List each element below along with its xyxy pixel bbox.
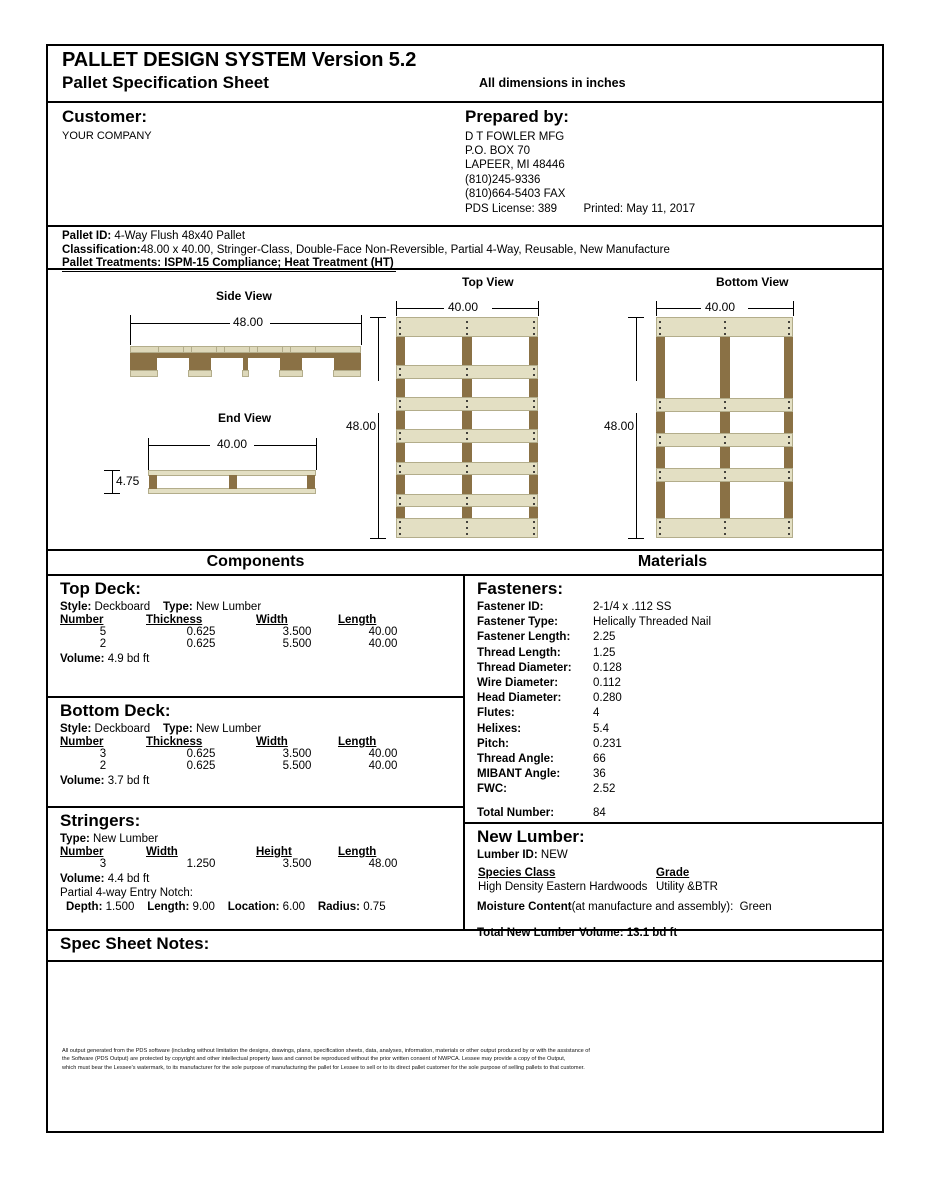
end-view-dim-text: 40.00 bbox=[217, 437, 248, 451]
bottom-deck-volume-label: Volume: bbox=[60, 775, 105, 787]
col-length: Length bbox=[338, 736, 377, 748]
cell-thickness: 0.625 bbox=[186, 760, 216, 772]
side-view-bottom-deck bbox=[279, 370, 303, 377]
fastener-row bbox=[477, 752, 882, 767]
prepared-by-line: P.O. BOX 70 bbox=[465, 145, 530, 158]
col-length: Length bbox=[338, 614, 377, 626]
top-view-deckboard bbox=[396, 494, 538, 507]
fastener-label: MIBANT Angle: bbox=[477, 768, 561, 781]
fastener-value: 36 bbox=[593, 768, 606, 781]
fastener-row bbox=[477, 706, 882, 721]
bottom-view-length-dim-lower bbox=[636, 413, 637, 538]
prepared-by-line: (810)245-9336 bbox=[465, 173, 541, 186]
col-thickness: Thickness bbox=[146, 736, 203, 748]
col-species-class: Species Class bbox=[478, 867, 556, 879]
printed-label: Printed: bbox=[583, 203, 624, 216]
side-view-bottom-deck bbox=[188, 370, 212, 377]
end-view-dim-line-left bbox=[148, 445, 210, 446]
table-row bbox=[60, 858, 428, 870]
end-view-height-tick-top bbox=[104, 470, 120, 471]
top-view-gap bbox=[472, 443, 529, 462]
fastener-label: Wire Diameter: bbox=[477, 677, 559, 690]
fastener-row bbox=[477, 661, 882, 676]
fastener-value: 2.25 bbox=[593, 631, 616, 644]
top-deck-style-row bbox=[60, 600, 463, 614]
top-view-dim-tick-right bbox=[538, 301, 539, 316]
fastener-label: Head Diameter: bbox=[477, 692, 562, 705]
cell-number: 2 bbox=[99, 760, 107, 772]
top-view-length-dim-upper bbox=[378, 317, 379, 381]
bottom-view-gap bbox=[730, 413, 784, 433]
stringers-volume-row bbox=[60, 872, 463, 886]
side-view-bottom-deck bbox=[130, 370, 158, 377]
notch-depth-label: Depth: bbox=[66, 901, 103, 913]
end-view-stringer-center bbox=[229, 475, 237, 489]
license-row bbox=[465, 202, 695, 216]
bottom-view-dim-tick-left bbox=[656, 301, 657, 316]
printed-value: May 11, 2017 bbox=[626, 203, 696, 216]
fastener-total-value: 84 bbox=[593, 806, 606, 819]
top-view-gap bbox=[472, 475, 529, 494]
stringers-volume-label: Volume: bbox=[60, 873, 105, 885]
fastener-row bbox=[477, 722, 882, 737]
bottom-deck-type-label: Type: bbox=[162, 723, 193, 735]
col-width: Width bbox=[256, 614, 288, 626]
spec-sheet bbox=[46, 44, 884, 1133]
stringers-type-value: New Lumber bbox=[93, 833, 159, 845]
bottom-view-width-text: 40.00 bbox=[705, 300, 736, 314]
top-deck-table bbox=[60, 614, 428, 650]
legal-line: which must bear the Lessee's watermark, to its manufacturer for the sole purpose of manufacturing the pallet for Lessee to sell or to its direct pallet customer for the sole purpose of selling pallets to that customer. bbox=[62, 1064, 585, 1071]
col-number: Number bbox=[60, 736, 104, 748]
cell-species-class: High Density Eastern Hardwoods bbox=[478, 881, 648, 893]
col-width: Width bbox=[146, 846, 178, 858]
bottom-view-length-text: 48.00 bbox=[604, 419, 635, 433]
fastener-row bbox=[477, 600, 882, 615]
notch-location-value: 6.00 bbox=[282, 901, 306, 913]
fastener-row bbox=[477, 691, 882, 706]
fastener-label: Pitch: bbox=[477, 737, 509, 750]
system-title: PALLET DESIGN SYSTEM Version 5.2 bbox=[62, 49, 417, 71]
fastener-value: 4 bbox=[593, 707, 600, 720]
fastener-label: Thread Diameter: bbox=[477, 661, 572, 674]
fastener-total-label: Total Number: bbox=[477, 806, 555, 819]
stringers-heading: Stringers: bbox=[60, 811, 141, 830]
fastener-value: 0.128 bbox=[593, 661, 622, 674]
notch-location-label: Location: bbox=[227, 901, 280, 913]
prepared-by-line: LAPEER, MI 48446 bbox=[465, 159, 565, 172]
col-width: Width bbox=[256, 736, 288, 748]
bottom-view-stringer-right bbox=[784, 317, 793, 538]
stringers-volume-value: 4.4 bd ft bbox=[107, 873, 150, 885]
notes-heading: Spec Sheet Notes: bbox=[60, 934, 210, 953]
bottom-view-dim-tick-right bbox=[793, 301, 794, 316]
bottom-deck-style-label: Style: bbox=[60, 723, 92, 735]
fastener-value: 66 bbox=[593, 753, 606, 766]
classification-value: 48.00 x 40.00, Stringer-Class, Double-Face Non-Reversible, Partial 4-Way, Reusable, New Manufacture bbox=[140, 243, 670, 256]
drawings-band bbox=[48, 270, 882, 551]
cell-length: 40.00 bbox=[368, 748, 398, 760]
components-column bbox=[48, 576, 463, 934]
top-view-gap bbox=[405, 379, 462, 397]
table-header-row bbox=[60, 736, 428, 748]
total-volume-value: 13.1 bd ft bbox=[626, 927, 678, 939]
units-note: All dimensions in inches bbox=[479, 76, 626, 90]
pallet-id-row bbox=[62, 230, 882, 244]
new-lumber-table bbox=[477, 866, 719, 894]
bottom-view-gap bbox=[730, 448, 784, 468]
top-view-length-text: 48.00 bbox=[346, 419, 377, 433]
classification-row bbox=[62, 244, 882, 258]
bottom-deck-heading: Bottom Deck: bbox=[60, 701, 171, 720]
side-view-label: Side View bbox=[216, 289, 272, 303]
side-view-top-deck bbox=[290, 346, 316, 353]
cell-length: 40.00 bbox=[368, 760, 398, 772]
end-view-height-text: 4.75 bbox=[116, 474, 140, 488]
moisture-row bbox=[477, 900, 882, 914]
top-deck-style-label: Style: bbox=[60, 601, 92, 613]
top-view-length-tick-bottom bbox=[370, 538, 386, 539]
end-view-dim-line-right bbox=[254, 445, 316, 446]
prepared-by-block bbox=[465, 130, 695, 216]
fasteners-heading: Fasteners: bbox=[477, 579, 563, 598]
moisture-value: Green bbox=[739, 901, 772, 913]
fastener-value: 5.4 bbox=[593, 722, 609, 735]
fastener-label: Fastener Length: bbox=[477, 631, 571, 644]
top-view-length-dim-lower bbox=[378, 413, 379, 538]
cell-width: 5.500 bbox=[282, 760, 312, 772]
col-number: Number bbox=[60, 614, 104, 626]
side-view-notch bbox=[157, 358, 189, 372]
title-band bbox=[48, 46, 882, 103]
total-volume-label: Total New Lumber Volume: bbox=[477, 927, 624, 939]
col-grade: Grade bbox=[656, 867, 690, 879]
bottom-deck-table bbox=[60, 736, 428, 772]
col-height: Height bbox=[256, 846, 292, 858]
notch-radius-value: 0.75 bbox=[363, 901, 386, 913]
side-view-top-deck bbox=[158, 346, 184, 353]
top-view-assembly bbox=[396, 317, 538, 538]
top-view-gap bbox=[405, 443, 462, 462]
notes-divider bbox=[48, 960, 882, 962]
lumber-id-value: NEW bbox=[540, 849, 568, 861]
end-view-label: End View bbox=[218, 411, 272, 425]
cell-width: 3.500 bbox=[282, 626, 312, 638]
side-view-dim-line-left bbox=[130, 323, 230, 324]
top-view-dim-line-right bbox=[492, 308, 538, 309]
bottom-view-assembly bbox=[656, 317, 793, 538]
table-row bbox=[60, 760, 428, 772]
cell-thickness: 0.625 bbox=[186, 748, 216, 760]
license-value: 389 bbox=[537, 203, 558, 216]
col-number: Number bbox=[60, 846, 104, 858]
top-deck-type-value: New Lumber bbox=[195, 601, 262, 613]
fastener-value: 0.231 bbox=[593, 737, 622, 750]
fastener-label: Thread Angle: bbox=[477, 753, 554, 766]
side-view-notch bbox=[248, 358, 280, 372]
fastener-value: 0.112 bbox=[593, 677, 621, 690]
identification-band bbox=[48, 227, 882, 270]
new-lumber-heading: New Lumber: bbox=[477, 827, 585, 846]
bottom-deck-panel bbox=[48, 696, 463, 806]
top-view-width-text: 40.00 bbox=[448, 300, 479, 314]
section-header-row bbox=[48, 551, 882, 576]
party-band bbox=[48, 103, 882, 227]
col-length: Length bbox=[338, 846, 377, 858]
side-view-ext-left bbox=[130, 323, 131, 345]
fastener-row bbox=[477, 676, 882, 691]
top-view-length-tick-top bbox=[370, 317, 386, 318]
cell-thickness: 0.625 bbox=[186, 638, 216, 650]
pallet-id-label: Pallet ID: bbox=[62, 230, 112, 242]
fastener-label: FWC: bbox=[477, 783, 508, 796]
side-view-dim-line-right bbox=[270, 323, 362, 324]
cell-number: 3 bbox=[99, 858, 107, 870]
new-lumber-panel bbox=[465, 822, 882, 939]
bottom-view-gap bbox=[665, 343, 720, 398]
table-row bbox=[60, 626, 428, 638]
legal-disclaimer bbox=[62, 1047, 868, 1072]
legal-line: the Software (PDS Output) are protected by copyright and other intellectual property laws and cannot be reproduced without the prior written consent of NWPCA. Lessee may provide a copy of the Output, bbox=[62, 1056, 566, 1063]
stringers-panel bbox=[48, 806, 463, 934]
sheet-title: Pallet Specification Sheet bbox=[62, 73, 269, 92]
end-view-height-tick-bottom bbox=[104, 493, 120, 494]
bottom-view-length-dim-upper bbox=[636, 317, 637, 381]
bottom-deck-style-row bbox=[60, 722, 463, 736]
end-view-height-dim-line bbox=[112, 470, 113, 494]
bottom-view-gap bbox=[665, 483, 720, 519]
col-thickness: Thickness bbox=[146, 614, 203, 626]
top-view-gap bbox=[405, 475, 462, 494]
top-deck-volume-value: 4.9 bd ft bbox=[107, 653, 150, 665]
bottom-view-length-tick-top bbox=[628, 317, 644, 318]
table-header-row bbox=[60, 846, 428, 858]
cell-width: 1.250 bbox=[186, 858, 216, 870]
table-row bbox=[60, 638, 428, 650]
fastener-row bbox=[477, 782, 882, 797]
bottom-view-gap bbox=[730, 343, 784, 398]
notch-row bbox=[66, 900, 463, 914]
end-view-stringer-right bbox=[307, 475, 315, 489]
side-view-notch bbox=[302, 358, 334, 372]
bottom-deck-style-value: Deckboard bbox=[94, 723, 151, 735]
side-view-top-deck bbox=[257, 346, 283, 353]
materials-column bbox=[465, 576, 882, 939]
prepared-by-line: (810)664-5403 FAX bbox=[465, 187, 566, 200]
fastener-value: Helically Threaded Nail bbox=[593, 616, 712, 629]
fastener-total-row bbox=[477, 806, 882, 821]
fastener-label: Thread Length: bbox=[477, 646, 561, 659]
side-view-notch bbox=[211, 358, 243, 372]
classification-label: Classification: bbox=[62, 243, 141, 256]
cell-number: 5 bbox=[99, 626, 107, 638]
top-deck-panel bbox=[48, 579, 463, 696]
top-view-dim-tick-left bbox=[396, 301, 397, 316]
top-view-deckboard bbox=[396, 462, 538, 475]
side-view-bottom-deck bbox=[242, 370, 249, 377]
table-row bbox=[477, 880, 719, 894]
fastener-row bbox=[477, 646, 882, 661]
customer-name: YOUR COMPANY bbox=[62, 130, 152, 142]
legal-line: All output generated from the PDS software (including without limitation the designs, drawings, plans, specification sheets, data, analyses, information, materials or other output produced by or with the assistance of bbox=[62, 1048, 590, 1054]
cell-width: 5.500 bbox=[282, 638, 312, 650]
lumber-id-label: Lumber ID: bbox=[477, 849, 538, 861]
end-view-ext-right bbox=[316, 445, 317, 470]
cell-thickness: 0.625 bbox=[186, 626, 216, 638]
bottom-view-dim-line-left bbox=[656, 308, 701, 309]
table-row bbox=[60, 748, 428, 760]
fastener-label: Flutes: bbox=[477, 707, 515, 720]
fastener-label: Helixes: bbox=[477, 722, 522, 735]
top-deck-style-value: Deckboard bbox=[94, 601, 151, 613]
top-deck-heading: Top Deck: bbox=[60, 579, 141, 598]
notch-length-label: Length: bbox=[147, 901, 190, 913]
moisture-label: Moisture Content bbox=[477, 901, 572, 913]
notch-length-value: 9.00 bbox=[192, 901, 215, 913]
fastener-row bbox=[477, 767, 882, 782]
fastener-label: Fastener Type: bbox=[477, 616, 558, 629]
side-view-ext-right bbox=[361, 323, 362, 345]
lumber-id-row bbox=[477, 848, 882, 862]
top-view-gap bbox=[472, 379, 529, 397]
cell-length: 40.00 bbox=[368, 626, 398, 638]
cell-length: 40.00 bbox=[368, 638, 398, 650]
stringers-type-label: Type: bbox=[60, 833, 90, 845]
side-view-top-deck bbox=[191, 346, 217, 353]
top-view-gap bbox=[472, 346, 529, 365]
bottom-view-stringer-left bbox=[656, 317, 665, 538]
cell-number: 2 bbox=[99, 638, 107, 650]
fastener-row bbox=[477, 737, 882, 752]
notes-band bbox=[48, 934, 882, 1114]
notch-depth-value: 1.500 bbox=[105, 901, 135, 913]
fasteners-panel bbox=[465, 579, 882, 822]
bottom-view-length-tick-bottom bbox=[628, 538, 644, 539]
notch-radius-label: Radius: bbox=[317, 901, 361, 913]
materials-section-title: Materials bbox=[637, 553, 708, 570]
body-band bbox=[48, 576, 882, 939]
bottom-deck-type-value: New Lumber bbox=[195, 723, 262, 735]
table-header-row bbox=[477, 866, 719, 880]
bottom-deck-volume-row bbox=[60, 774, 463, 788]
top-deck-volume-label: Volume: bbox=[60, 653, 105, 665]
bottom-view-gap bbox=[730, 483, 784, 519]
cell-grade: Utility &BTR bbox=[656, 881, 718, 893]
fastener-value: 2-1/4 x .112 SS bbox=[593, 601, 672, 613]
treatments-value: ISPM-15 Compliance; Heat Treatment (HT) bbox=[164, 257, 394, 269]
cell-height: 3.500 bbox=[282, 858, 312, 870]
fastener-label: Fastener ID: bbox=[477, 601, 544, 613]
side-view-bottom-deck bbox=[333, 370, 361, 377]
bottom-view-stringer-center bbox=[720, 317, 730, 538]
top-deck-volume-row bbox=[60, 652, 463, 666]
fastener-value: 2.52 bbox=[593, 783, 616, 796]
top-view-dim-line-left bbox=[396, 308, 444, 309]
top-view-gap bbox=[405, 346, 462, 365]
prepared-by-heading: Prepared by: bbox=[465, 107, 569, 126]
cell-length: 48.00 bbox=[368, 858, 398, 870]
treatments-label: Pallet Treatments: bbox=[62, 257, 162, 269]
pallet-id-value: 4-Way Flush 48x40 Pallet bbox=[114, 230, 246, 242]
fastener-row bbox=[477, 615, 882, 630]
customer-heading: Customer: bbox=[62, 107, 148, 126]
end-view-stringer-left bbox=[149, 475, 157, 489]
notch-heading: Partial 4-way Entry Notch: bbox=[60, 887, 193, 899]
side-view-top-deck bbox=[224, 346, 250, 353]
moisture-note: (at manufacture and assembly): bbox=[571, 901, 734, 913]
bottom-view-gap bbox=[665, 448, 720, 468]
bottom-view-dim-line-right bbox=[748, 308, 793, 309]
fastener-row bbox=[477, 630, 882, 645]
top-view-gap bbox=[405, 411, 462, 429]
license-label: PDS License: bbox=[465, 203, 535, 216]
fastener-value: 1.25 bbox=[593, 646, 616, 659]
top-deck-type-label: Type: bbox=[162, 601, 193, 613]
stringers-table bbox=[60, 846, 428, 870]
bottom-view-gap bbox=[665, 413, 720, 433]
side-view-dim-text: 48.00 bbox=[233, 315, 264, 329]
top-view-label: Top View bbox=[462, 275, 514, 289]
cell-width: 3.500 bbox=[282, 748, 312, 760]
end-view-ext-left bbox=[148, 445, 149, 470]
top-view-gap bbox=[472, 411, 529, 429]
fastener-value: 0.280 bbox=[593, 692, 622, 705]
cell-number: 3 bbox=[99, 748, 107, 760]
bottom-deck-volume-value: 3.7 bd ft bbox=[107, 775, 150, 787]
prepared-by-line: D T FOWLER MFG bbox=[465, 131, 565, 143]
bottom-view-label: Bottom View bbox=[716, 275, 789, 289]
components-section-title: Components bbox=[206, 553, 305, 570]
table-header-row bbox=[60, 614, 428, 626]
stringers-type-row bbox=[60, 832, 463, 846]
